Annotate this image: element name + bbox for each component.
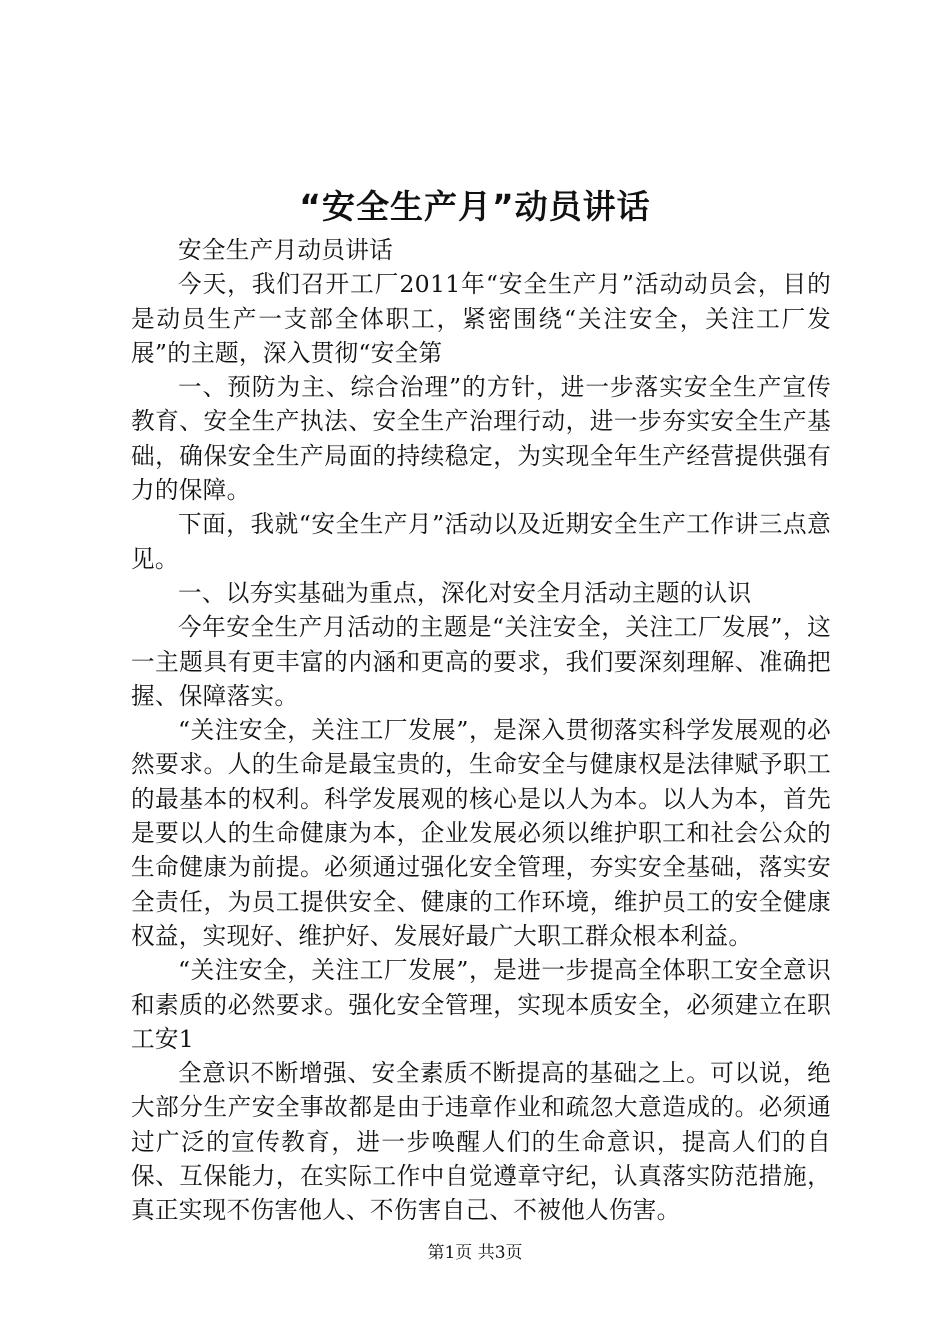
document-title: “安全生产月”动员讲话	[299, 187, 651, 226]
paragraph: “关注安全，关注工厂发展”，是进一步提高全体职工安全意识和素质的必然要求。强化安全管理，实现本质安全，必须建立在职工安1	[131, 956, 831, 1053]
document-body	[131, 233, 831, 1228]
page-footer: 第1页 共3页	[427, 1243, 523, 1263]
paragraph: 一、预防为主、综合治理”的方针，进一步落实安全生产宣传教育、安全生产执法、安全生产治理行动，进一步夯实安全生产基础，确保安全生产局面的持续稳定，为实现全年生产经营提供强有力的保障。	[131, 373, 831, 505]
paragraph: 全意识不断增强、安全素质不断提高的基础之上。可以说，绝大部分生产安全事故都是由于违章作业和疏忽大意造成的。必须通过广泛的宣传教育，进一步唤醒人们的生命意识，提高人们的自保、互保能力，在实际工作中自觉遵章守纪，认真落实防范措施，真正实现不伤害他人、不伤害自己、不被他人伤害。	[131, 1059, 831, 1225]
paragraph: 今天，我们召开工厂2011年“安全生产月”活动动员会，目的是动员生产一支部全体职工，紧密围绕“关注安全，关注工厂发展”的主题，深入贯彻“安全第	[131, 270, 831, 367]
section-heading: 一、以夯实基础为重点，深化对安全月活动主题的认识	[178, 578, 752, 607]
paragraph: 安全生产月动员讲话	[178, 236, 394, 264]
paragraph: “关注安全，关注工厂发展”，是深入贯彻落实科学发展观的必然要求。人的生命是最宝贵的，生命安全与健康权是法律赋予职工的最基本的权利。科学发展观的核心是以人为本。以人为本，首先是要以人的生命健康为本，企业发展必须以维护职工和社会公众的生命健康为前提。必须通过强化安全管理，夯实安全基础，落实安全责任，为员工提供安全、健康的工作环境，维护员工的安全健康权益，实现好、维护好、发展好最广大职工群众根本利益。	[131, 716, 831, 950]
paragraph: 下面，我就“安全生产月”活动以及近期安全生产工作讲三点意见。	[131, 510, 831, 573]
paragraph: 今年安全生产月活动的主题是“关注安全，关注工厂发展”，这一主题具有更丰富的内涵和更高的要求，我们要深刻理解、准确把握、保障落实。	[131, 613, 831, 710]
